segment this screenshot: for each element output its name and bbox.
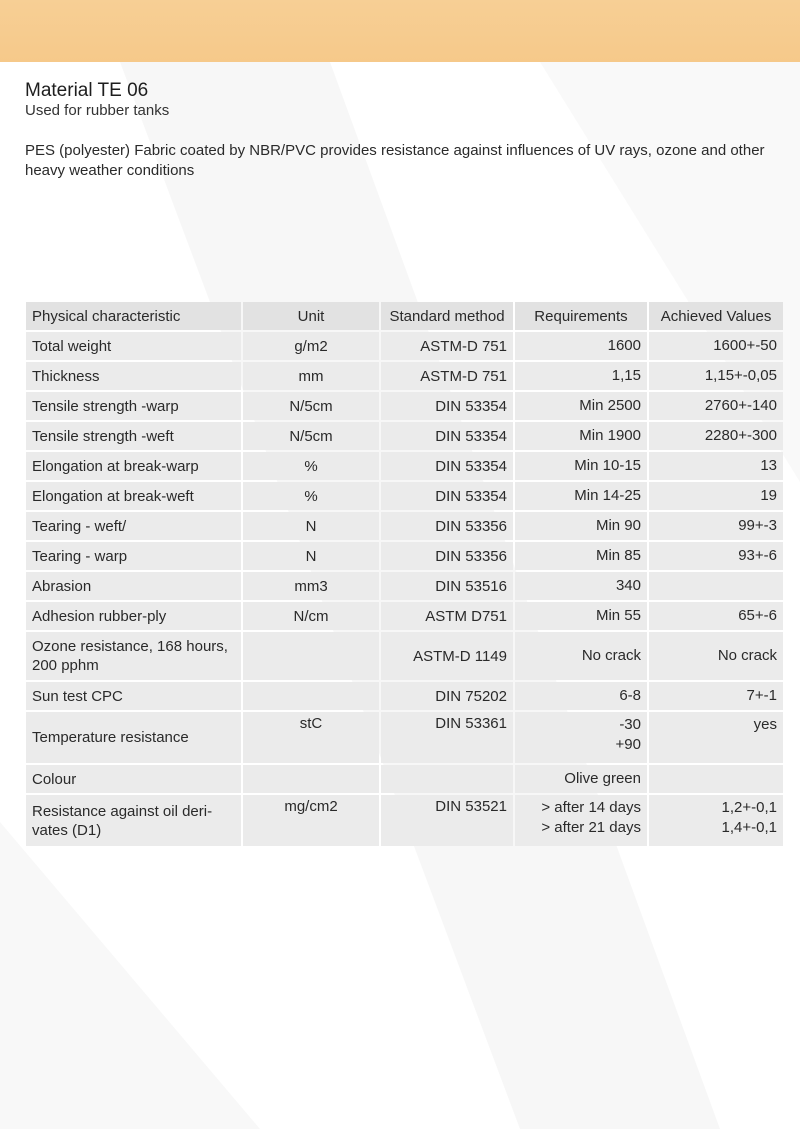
cell-unit: g/m2 [243,332,379,360]
cell-achieved [649,392,783,420]
cell-line: Tensile strength -weft [32,427,174,445]
cell-line: 200 pphm [32,657,99,674]
cell-unit [243,765,379,793]
table-row [26,712,783,763]
cell-unit: N [243,542,379,570]
cell-line: Sun test CPC [32,687,123,705]
cell-method: ASTM D751 [381,602,513,630]
cell-unit: N/cm [243,602,379,630]
cell-line: Tearing - weft/ [32,517,127,535]
table-row [26,795,783,846]
cell-requirement [515,392,647,420]
cell-unit: stC [243,712,379,763]
header-requirements: Requirements [515,302,647,330]
cell-requirement [515,542,647,570]
cell-characteristic [26,482,241,510]
cell-requirement [515,332,647,360]
cell-characteristic [26,765,241,793]
cell-characteristic [26,452,241,480]
cell-line: Min 14-25 [574,487,641,504]
cell-characteristic [26,422,241,450]
cell-line: Tensile strength -warp [32,397,179,415]
cell-achieved [649,452,783,480]
cell-line: 6-8 [619,687,641,704]
cell-achieved [649,765,783,793]
cell-line: Total weight [32,337,112,355]
table-row [26,602,783,630]
table-header-row [26,302,783,330]
cell-unit [243,632,379,680]
cell-line: No crack [717,647,777,664]
cell-line: 93+-6 [738,547,777,564]
cell-line: vates (D1) [32,821,102,839]
cell-method: DIN 53354 [381,482,513,510]
cell-characteristic [26,332,241,360]
table-row [26,542,783,570]
cell-unit: mm3 [243,572,379,600]
cell-line: 65+-6 [738,607,777,624]
cell-line: Elongation at break-warp [32,457,199,475]
cell-line: 2280+-300 [704,427,777,444]
table-row [26,332,783,360]
cell-characteristic [26,512,241,540]
cell-line: Min 2500 [579,397,641,414]
cell-achieved [649,542,783,570]
cell-achieved [649,712,783,763]
cell-line: Min 1900 [579,427,641,444]
cell-line: 7+-1 [746,687,777,704]
cell-line: Abrasion [32,577,92,595]
cell-line: 19 [760,487,777,504]
table-row [26,452,783,480]
cell-line: Min 90 [595,517,641,534]
cell-line: Min 55 [595,607,641,624]
cell-achieved [649,512,783,540]
cell-line: > after 21 days [541,819,641,836]
cell-achieved [649,482,783,510]
cell-line: No crack [581,647,641,664]
cell-achieved [649,602,783,630]
cell-line: 99+-3 [738,517,777,534]
cell-method: ASTM-D 751 [381,332,513,360]
material-subtitle: Used for rubber tanks [25,102,170,119]
specifications-table [24,300,785,848]
cell-line: 13 [760,457,777,474]
cell-method: DIN 53356 [381,512,513,540]
cell-method [381,765,513,793]
cell-line: -30 [619,716,641,733]
cell-requirement [515,682,647,710]
cell-line: +90 [615,736,641,753]
cell-line: Colour [32,770,77,788]
cell-requirement [515,482,647,510]
cell-achieved [649,362,783,390]
cell-unit: mm [243,362,379,390]
cell-line: Thickness [32,367,100,385]
cell-requirement [515,422,647,450]
cell-line: Ozone resistance, 168 hours, [32,638,228,655]
cell-method: DIN 53521 [381,795,513,846]
table-row [26,682,783,710]
cell-characteristic [26,362,241,390]
cell-unit: % [243,482,379,510]
table-row [26,422,783,450]
cell-line: yes [753,716,777,733]
cell-method: DIN 53354 [381,452,513,480]
cell-line: Min 85 [595,547,641,564]
table-row [26,392,783,420]
cell-unit: N [243,512,379,540]
cell-characteristic [26,572,241,600]
cell-requirement [515,362,647,390]
material-title: Material TE 06 [25,80,149,101]
cell-requirement [515,712,647,763]
cell-unit: N/5cm [243,422,379,450]
cell-unit: % [243,452,379,480]
cell-line: Min 10-15 [574,457,641,474]
cell-achieved [649,632,783,680]
cell-method: DIN 75202 [381,682,513,710]
cell-achieved [649,682,783,710]
cell-requirement [515,572,647,600]
cell-requirement [515,512,647,540]
cell-line: Adhesion rubber-ply [32,607,167,625]
table-row [26,512,783,540]
cell-unit: N/5cm [243,392,379,420]
cell-line: 1600+-50 [713,337,777,354]
cell-unit [243,682,379,710]
cell-characteristic [26,542,241,570]
cell-line: 1600 [607,337,641,354]
header-unit: Unit [243,302,379,330]
cell-achieved [649,332,783,360]
cell-method: DIN 53361 [381,712,513,763]
cell-characteristic [26,682,241,710]
table-row [26,765,783,793]
cell-requirement [515,602,647,630]
cell-line: 1,15 [611,367,641,384]
cell-method: ASTM-D 1149 [381,632,513,680]
table-row [26,362,783,390]
cell-method: ASTM-D 751 [381,362,513,390]
cell-line: 1,4+-0,1 [721,819,777,836]
cell-characteristic [26,602,241,630]
cell-unit: mg/cm2 [243,795,379,846]
cell-line: Olive green [564,770,641,787]
table-row [26,632,783,680]
table-row [26,482,783,510]
cell-requirement [515,632,647,680]
cell-characteristic [26,712,241,763]
cell-achieved [649,572,783,600]
table-row [26,572,783,600]
cell-line: Elongation at break-weft [32,487,194,505]
cell-achieved [649,795,783,846]
material-description: PES (polyester) Fabric coated by NBR/PVC provides resistance against influences of UV rays, ozone and other heavy weather conditions [25,142,765,179]
heading-block [25,80,169,120]
cell-line: Tearing - warp [32,547,128,565]
cell-line: 1,15+-0,05 [704,367,777,384]
cell-method: DIN 53354 [381,392,513,420]
header-standard-method: Standard method [381,302,513,330]
cell-achieved [649,422,783,450]
header-physical-characteristic: Physical characteristic [26,302,241,330]
cell-characteristic [26,632,241,680]
cell-line: 2760+-140 [704,397,777,414]
cell-line: Resistance against oil deri- [32,802,213,820]
top-color-band [0,0,800,62]
cell-line: 340 [615,577,641,594]
cell-line: 1,2+-0,1 [721,799,777,816]
cell-line: > after 14 days [541,799,641,816]
cell-requirement [515,795,647,846]
cell-method: DIN 53356 [381,542,513,570]
cell-requirement [515,452,647,480]
cell-line: Temperature resistance [32,729,189,746]
cell-requirement [515,765,647,793]
cell-characteristic [26,795,241,846]
cell-method: DIN 53516 [381,572,513,600]
cell-method: DIN 53354 [381,422,513,450]
cell-characteristic [26,392,241,420]
header-achieved-values: Achieved Values [649,302,783,330]
